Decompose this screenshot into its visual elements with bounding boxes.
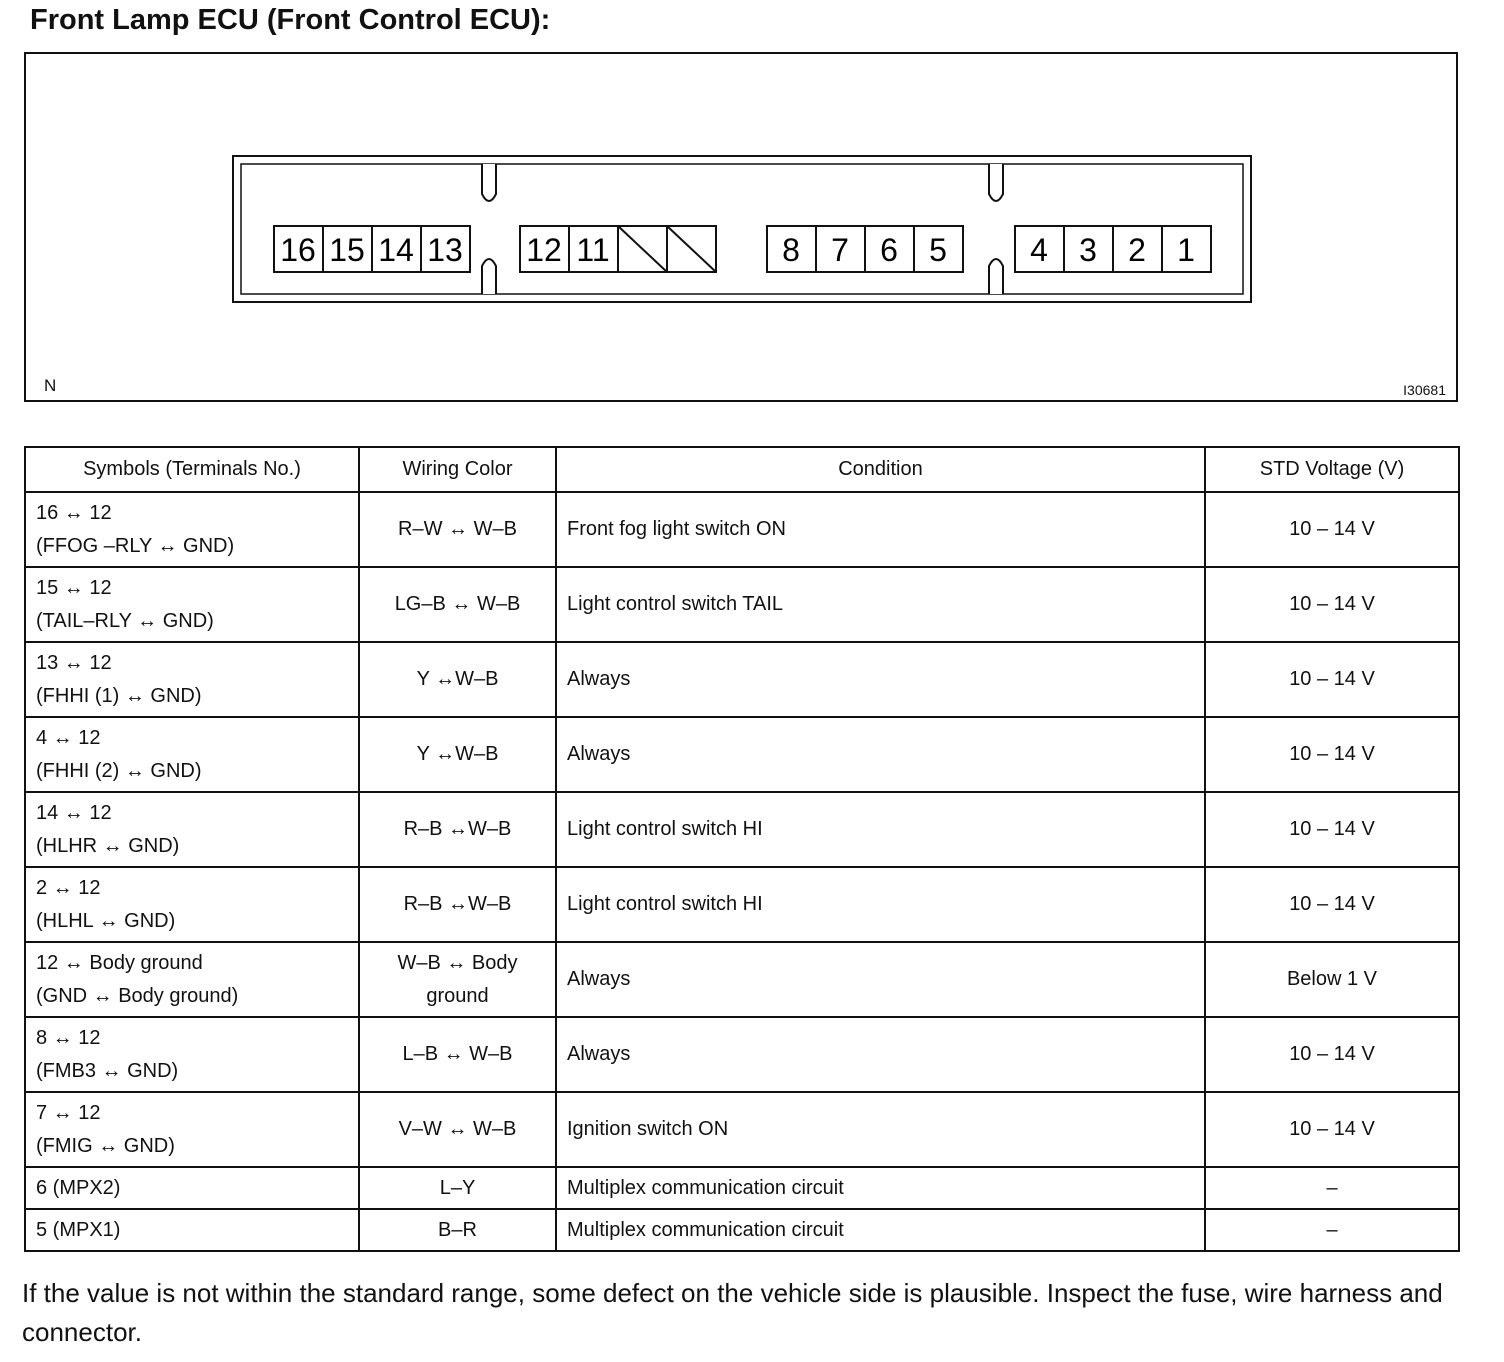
symbol-cell: 12 ↔ Body ground (GND ↔ Body ground) [25,942,359,1017]
voltage-cell: 10 – 14 V [1205,717,1459,792]
terminal-1: 1 [1177,232,1195,268]
connector-diagram [24,52,1458,402]
voltage-cell: 10 – 14 V [1205,792,1459,867]
terminal-15: 15 [329,232,365,268]
table-row [25,792,1459,867]
wiring-cell: R–B ↔W–B [359,867,556,942]
page-title: Front Lamp ECU (Front Control ECU): [30,4,551,36]
symbol-cell: 2 ↔ 12 (HLHL ↔ GND) [25,867,359,942]
table-row [25,492,1459,567]
voltage-cell: 10 – 14 V [1205,867,1459,942]
voltage-cell: 10 – 14 V [1205,642,1459,717]
condition-cell: Light control switch TAIL [556,567,1205,642]
condition-cell: Always [556,642,1205,717]
terminal-16: 16 [280,232,316,268]
terminal-3: 3 [1079,232,1097,268]
terminal-group-1 [274,226,470,272]
table-row [25,567,1459,642]
symbol-cell: 13 ↔ 12 (FHHI (1) ↔ GND) [25,642,359,717]
header-wiring-color: Wiring Color [359,447,556,492]
voltage-cell: 10 – 14 V [1205,1092,1459,1167]
terminal-group-4 [1015,226,1211,272]
terminal-11: 11 [576,232,610,268]
wiring-cell: L–Y [359,1167,556,1209]
terminal-12: 12 [526,232,562,268]
wiring-cell: LG–B ↔ W–B [359,567,556,642]
terminal-group-3 [767,226,963,272]
voltage-cell: 10 – 14 V [1205,567,1459,642]
condition-cell: Ignition switch ON [556,1092,1205,1167]
terminal-7: 7 [831,232,849,268]
symbol-cell: 5 (MPX1) [25,1209,359,1251]
voltage-cell: 10 – 14 V [1205,492,1459,567]
condition-cell: Front fog light switch ON [556,492,1205,567]
table-row [25,1209,1459,1251]
symbol-cell: 14 ↔ 12 (HLHR ↔ GND) [25,792,359,867]
terminal-8: 8 [782,232,800,268]
condition-cell: Always [556,1017,1205,1092]
view-label: N [44,376,57,395]
symbol-cell: 15 ↔ 12 (TAIL–RLY ↔ GND) [25,567,359,642]
condition-cell: Always [556,717,1205,792]
terminal-5: 5 [929,232,947,268]
voltage-cell: – [1205,1209,1459,1251]
wiring-cell: L–B ↔ W–B [359,1017,556,1092]
condition-cell: Multiplex communication circuit [556,1167,1205,1209]
terminal-2: 2 [1128,232,1146,268]
wiring-cell: R–B ↔W–B [359,792,556,867]
symbol-cell: 8 ↔ 12 (FMB3 ↔ GND) [25,1017,359,1092]
voltage-cell: 10 – 14 V [1205,1017,1459,1092]
header-symbols: Symbols (Terminals No.) [25,447,359,492]
wiring-cell: W–B ↔ Body ground [359,942,556,1017]
table-header-row [25,447,1459,492]
terminal-13: 13 [427,232,463,268]
condition-cell: Always [556,942,1205,1017]
table-row [25,1167,1459,1209]
symbol-cell: 4 ↔ 12 (FHHI (2) ↔ GND) [25,717,359,792]
table-row [25,717,1459,792]
terminal-group-2 [520,226,716,272]
wiring-cell: B–R [359,1209,556,1251]
figure-id: I30681 [1403,382,1446,398]
voltage-cell: – [1205,1167,1459,1209]
header-std-voltage: STD Voltage (V) [1205,447,1459,492]
table-row [25,642,1459,717]
table-row [25,1092,1459,1167]
table-row [25,1017,1459,1092]
connector-drawing [26,54,1456,400]
wiring-cell: Y ↔W–B [359,642,556,717]
voltage-spec-table [24,446,1460,1252]
wiring-cell: V–W ↔ W–B [359,1092,556,1167]
voltage-cell: Below 1 V [1205,942,1459,1017]
symbol-cell: 6 (MPX2) [25,1167,359,1209]
terminal-4: 4 [1030,232,1048,268]
inspection-note: If the value is not within the standard range, some defect on the vehicle side is plausible. Inspect the fuse, wire harness and connector. [22,1278,1443,1347]
condition-cell: Multiplex communication circuit [556,1209,1205,1251]
header-condition: Condition [556,447,1205,492]
terminal-6: 6 [880,232,898,268]
symbol-cell: 16 ↔ 12 (FFOG –RLY ↔ GND) [25,492,359,567]
wiring-cell: R–W ↔ W–B [359,492,556,567]
condition-cell: Light control switch HI [556,867,1205,942]
wiring-cell: Y ↔W–B [359,717,556,792]
terminal-14: 14 [378,232,414,268]
condition-cell: Light control switch HI [556,792,1205,867]
symbol-cell: 7 ↔ 12 (FMIG ↔ GND) [25,1092,359,1167]
table-row [25,867,1459,942]
table-row [25,942,1459,1017]
